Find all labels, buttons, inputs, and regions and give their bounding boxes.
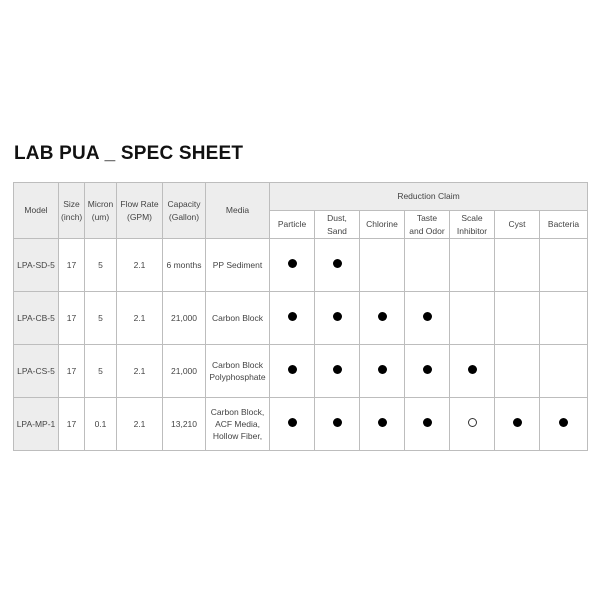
media-line: Carbon Block <box>211 359 264 370</box>
claim-cell <box>360 239 405 292</box>
model-cell: LPA-SD-5 <box>14 239 59 292</box>
claim-cell <box>360 398 405 451</box>
table-row <box>14 239 588 292</box>
filled-circle-icon <box>288 312 297 321</box>
media-line: ACF Media, <box>215 418 260 429</box>
header-size: Size (inch) <box>59 183 85 239</box>
filled-circle-icon <box>423 365 432 374</box>
claim-cell <box>450 292 495 345</box>
claim-cell <box>450 345 495 398</box>
claim-cell <box>495 292 540 345</box>
filled-circle-icon <box>333 259 342 268</box>
capacity-cell: 6 months <box>163 239 206 292</box>
capacity-cell: 13,210 <box>163 398 206 451</box>
capacity-cell: 21,000 <box>163 292 206 345</box>
media-cell <box>206 398 270 451</box>
claim-cell <box>270 398 315 451</box>
claim-cell <box>495 239 540 292</box>
claim-cell <box>405 292 450 345</box>
claim-cell <box>270 239 315 292</box>
flow-rate-cell: 2.1 <box>117 398 163 451</box>
micron-cell: 5 <box>85 345 117 398</box>
micron-cell: 5 <box>85 239 117 292</box>
header-chlorine: Chlorine <box>360 211 405 239</box>
media-line: Carbon Block <box>211 312 264 323</box>
claim-cell <box>270 292 315 345</box>
filled-circle-icon <box>288 259 297 268</box>
filled-circle-icon <box>378 365 387 374</box>
header-media: Media <box>206 183 270 239</box>
filled-circle-icon <box>288 418 297 427</box>
header-taste-odor: Taste and Odor <box>405 211 450 239</box>
claim-cell <box>315 239 360 292</box>
size-cell: 17 <box>59 292 85 345</box>
filled-circle-icon <box>288 365 297 374</box>
flow-rate-cell: 2.1 <box>117 239 163 292</box>
header-bacteria: Bacteria <box>540 211 588 239</box>
claim-cell <box>405 345 450 398</box>
header-micron: Micron (um) <box>85 183 117 239</box>
claim-cell <box>450 398 495 451</box>
micron-cell: 0.1 <box>85 398 117 451</box>
claim-cell <box>360 345 405 398</box>
model-cell: LPA-CB-5 <box>14 292 59 345</box>
capacity-cell: 21,000 <box>163 345 206 398</box>
media-line: Polyphosphate <box>209 372 266 382</box>
claim-cell <box>495 398 540 451</box>
model-cell: LPA-MP-1 <box>14 398 59 451</box>
flow-rate-cell: 2.1 <box>117 292 163 345</box>
spec-table <box>13 182 588 451</box>
header-particle: Particle <box>270 211 315 239</box>
media-line: Hollow Fiber, <box>212 431 263 442</box>
claim-cell <box>315 292 360 345</box>
filled-circle-icon <box>378 418 387 427</box>
filled-circle-icon <box>559 418 568 427</box>
table-row <box>14 398 588 451</box>
header-dust-sand: Dust, Sand <box>315 211 360 239</box>
claim-cell <box>540 239 588 292</box>
media-line: PP Sediment <box>212 259 263 270</box>
filled-circle-icon <box>333 365 342 374</box>
table-row <box>14 292 588 345</box>
claim-cell <box>495 345 540 398</box>
size-cell: 17 <box>59 345 85 398</box>
claim-cell <box>540 345 588 398</box>
media-cell <box>206 292 270 345</box>
header-flow-rate: Flow Rate (GPM) <box>117 183 163 239</box>
media-cell <box>206 345 270 398</box>
claim-cell <box>270 345 315 398</box>
filled-circle-icon <box>333 418 342 427</box>
filled-circle-icon <box>423 312 432 321</box>
media-cell <box>206 239 270 292</box>
header-capacity: Capacity (Gallon) <box>163 183 206 239</box>
header-reduction-claim: Reduction Claim <box>270 183 588 211</box>
table-row <box>14 345 588 398</box>
claim-cell <box>405 398 450 451</box>
media-line: Carbon Block, <box>210 406 265 417</box>
filled-circle-icon <box>378 312 387 321</box>
claim-cell <box>405 239 450 292</box>
claim-cell <box>315 398 360 451</box>
claim-cell <box>540 398 588 451</box>
micron-cell: 5 <box>85 292 117 345</box>
page-title: LAB PUA _ SPEC SHEET <box>14 143 244 164</box>
header-scale-inhibitor: Scale Inhibitor <box>450 211 495 239</box>
filled-circle-icon <box>333 312 342 321</box>
filled-circle-icon <box>423 418 432 427</box>
size-cell: 17 <box>59 398 85 451</box>
filled-circle-icon <box>513 418 522 427</box>
header-model: Model <box>14 183 59 239</box>
flow-rate-cell: 2.1 <box>117 345 163 398</box>
claim-cell <box>450 239 495 292</box>
model-cell: LPA-CS-5 <box>14 345 59 398</box>
size-cell: 17 <box>59 239 85 292</box>
claim-cell <box>315 345 360 398</box>
claim-cell <box>540 292 588 345</box>
header-cyst: Cyst <box>495 211 540 239</box>
filled-circle-icon <box>468 365 477 374</box>
open-circle-icon <box>468 418 477 427</box>
claim-cell <box>360 292 405 345</box>
